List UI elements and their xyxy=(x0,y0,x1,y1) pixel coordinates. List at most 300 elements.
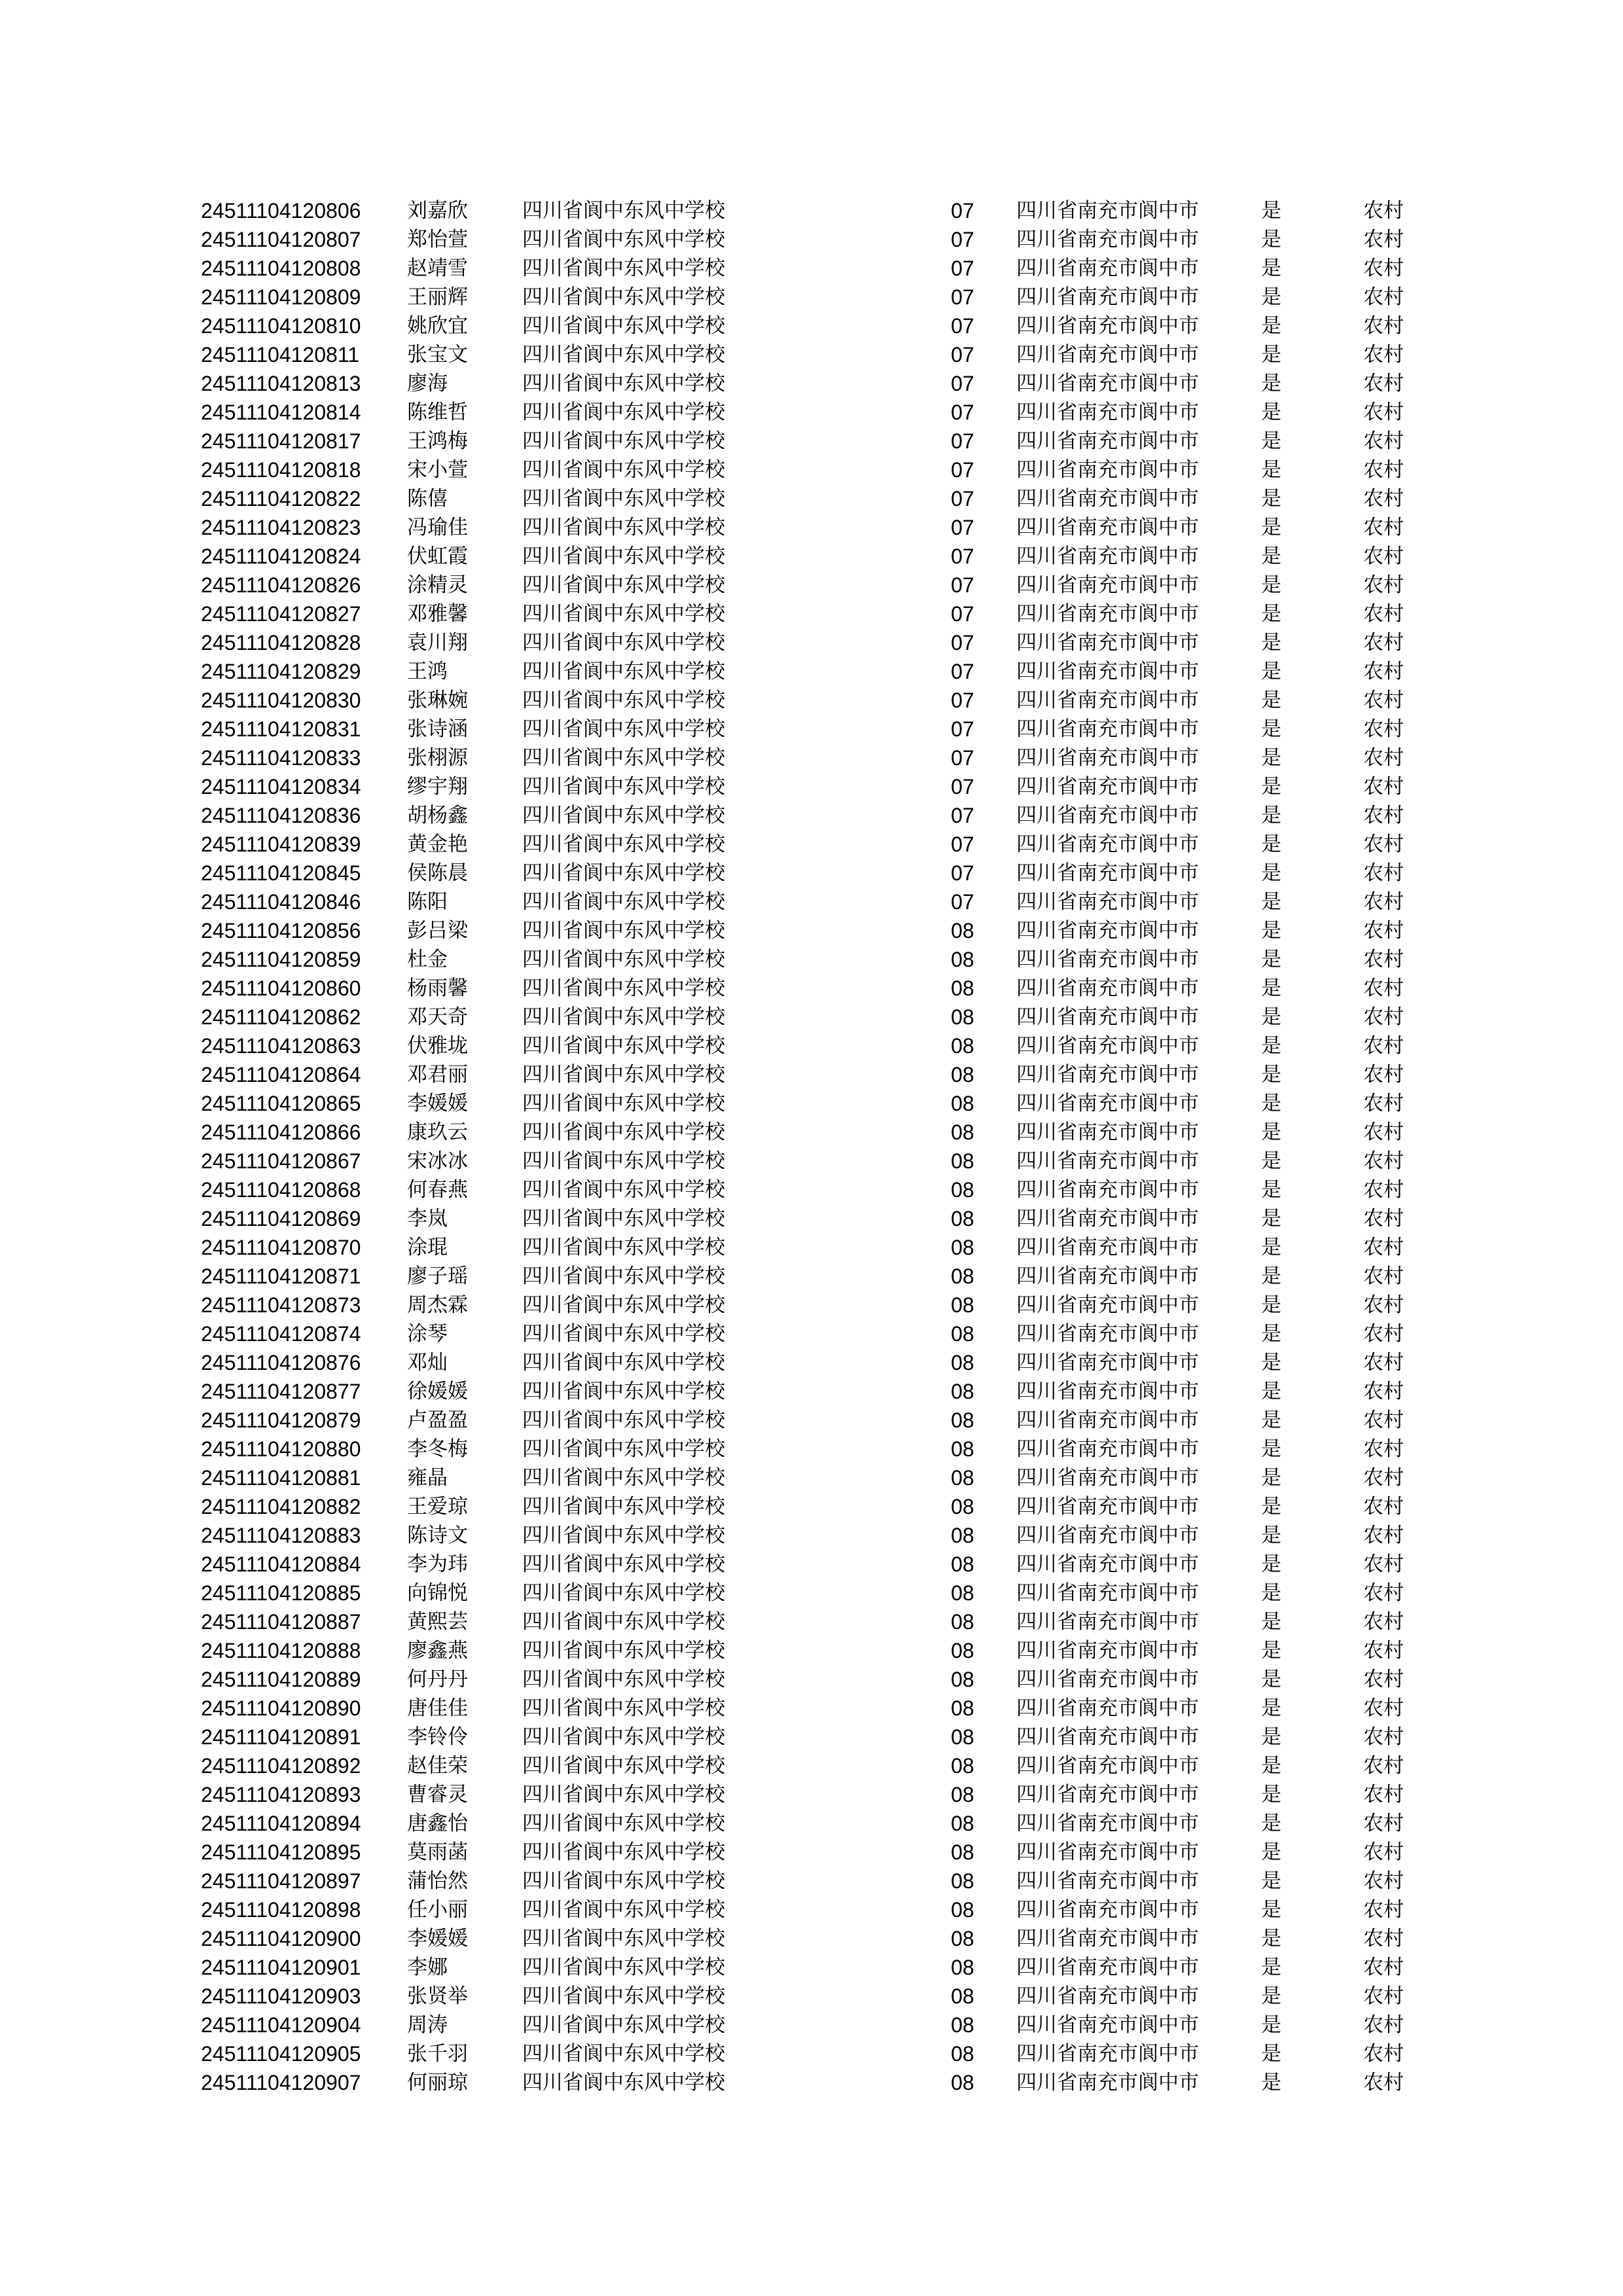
table-row xyxy=(0,456,1623,484)
flag-cell: 是 xyxy=(1261,1696,1281,1720)
location-cell: 四川省南充市阆中市 xyxy=(1016,977,1199,1000)
area-cell: 农村 xyxy=(1363,804,1404,827)
grade-cell: 08 xyxy=(951,919,974,942)
grade-cell: 08 xyxy=(951,1322,974,1346)
student-name-cell: 缪宇翔 xyxy=(407,775,468,798)
area-cell: 农村 xyxy=(1363,1552,1404,1576)
table-row xyxy=(0,916,1623,945)
area-cell: 农村 xyxy=(1363,1495,1404,1518)
table-row xyxy=(0,1521,1623,1550)
area-cell: 农村 xyxy=(1363,1668,1404,1691)
area-cell: 农村 xyxy=(1363,199,1404,223)
location-cell: 四川省南充市阆中市 xyxy=(1016,1149,1199,1173)
flag-cell: 是 xyxy=(1261,1351,1281,1374)
table-row xyxy=(0,1291,1623,1319)
area-cell: 农村 xyxy=(1363,2042,1404,2066)
grade-cell: 08 xyxy=(951,948,974,971)
table-row xyxy=(0,772,1623,801)
location-cell: 四川省南充市阆中市 xyxy=(1016,1380,1199,1403)
location-cell: 四川省南充市阆中市 xyxy=(1016,1552,1199,1576)
table-row xyxy=(0,1867,1623,1895)
school-cell: 四川省阆中东风中学校 xyxy=(522,372,725,395)
student-id-cell: 24511104120903 xyxy=(201,1984,361,2008)
student-name-cell: 唐佳佳 xyxy=(407,1696,468,1720)
table-row xyxy=(0,1031,1623,1060)
location-cell: 四川省南充市阆中市 xyxy=(1016,602,1199,626)
location-cell: 四川省南充市阆中市 xyxy=(1016,631,1199,655)
student-name-cell: 杨雨馨 xyxy=(407,977,468,1000)
location-cell: 四川省南充市阆中市 xyxy=(1016,1034,1199,1058)
location-cell: 四川省南充市阆中市 xyxy=(1016,1178,1199,1202)
area-cell: 农村 xyxy=(1363,1265,1404,1288)
student-id-cell: 24511104120881 xyxy=(201,1466,361,1490)
student-id-cell: 24511104120889 xyxy=(201,1668,361,1691)
flag-cell: 是 xyxy=(1261,2042,1281,2066)
grade-cell: 07 xyxy=(951,487,974,511)
location-cell: 四川省南充市阆中市 xyxy=(1016,1581,1199,1605)
school-cell: 四川省阆中东风中学校 xyxy=(522,833,725,856)
school-cell: 四川省阆中东风中学校 xyxy=(522,285,725,309)
table-row xyxy=(0,1723,1623,1751)
area-cell: 农村 xyxy=(1363,1696,1404,1720)
area-cell: 农村 xyxy=(1363,631,1404,655)
school-cell: 四川省阆中东风中学校 xyxy=(522,1351,725,1374)
flag-cell: 是 xyxy=(1261,1408,1281,1432)
flag-cell: 是 xyxy=(1261,1812,1281,1835)
student-id-cell: 24511104120868 xyxy=(201,1178,361,1202)
flag-cell: 是 xyxy=(1261,1610,1281,1634)
table-row xyxy=(0,1463,1623,1492)
location-cell: 四川省南充市阆中市 xyxy=(1016,689,1199,712)
flag-cell: 是 xyxy=(1261,1984,1281,2008)
student-name-cell: 李媛媛 xyxy=(407,1092,468,1115)
student-id-cell: 24511104120824 xyxy=(201,545,361,568)
school-cell: 四川省阆中东风中学校 xyxy=(522,516,725,539)
student-id-cell: 24511104120893 xyxy=(201,1783,361,1806)
student-name-cell: 宋小萱 xyxy=(407,458,468,482)
table-row xyxy=(0,340,1623,369)
area-cell: 农村 xyxy=(1363,1725,1404,1749)
student-id-cell: 24511104120810 xyxy=(201,314,361,338)
flag-cell: 是 xyxy=(1261,1552,1281,1576)
table-row xyxy=(0,1435,1623,1463)
flag-cell: 是 xyxy=(1261,314,1281,338)
location-cell: 四川省南充市阆中市 xyxy=(1016,1005,1199,1029)
flag-cell: 是 xyxy=(1261,487,1281,511)
area-cell: 农村 xyxy=(1363,1869,1404,1893)
flag-cell: 是 xyxy=(1261,660,1281,683)
student-name-cell: 廖鑫燕 xyxy=(407,1639,468,1662)
student-id-cell: 24511104120874 xyxy=(201,1322,361,1346)
student-name-cell: 伏虹霞 xyxy=(407,545,468,568)
student-id-cell: 24511104120877 xyxy=(201,1380,361,1403)
grade-cell: 08 xyxy=(951,1466,974,1490)
flag-cell: 是 xyxy=(1261,1092,1281,1115)
student-name-cell: 邓雅馨 xyxy=(407,602,468,626)
location-cell: 四川省南充市阆中市 xyxy=(1016,1293,1199,1317)
grade-cell: 07 xyxy=(951,775,974,798)
location-cell: 四川省南充市阆中市 xyxy=(1016,2013,1199,2037)
school-cell: 四川省阆中东风中学校 xyxy=(522,1984,725,2008)
school-cell: 四川省阆中东风中学校 xyxy=(522,977,725,1000)
school-cell: 四川省阆中东风中学校 xyxy=(522,631,725,655)
school-cell: 四川省阆中东风中学校 xyxy=(522,1265,725,1288)
table-row xyxy=(0,686,1623,715)
area-cell: 农村 xyxy=(1363,1639,1404,1662)
student-name-cell: 赵靖雪 xyxy=(407,257,468,280)
location-cell: 四川省南充市阆中市 xyxy=(1016,833,1199,856)
school-cell: 四川省阆中东风中学校 xyxy=(522,660,725,683)
student-id-cell: 24511104120879 xyxy=(201,1408,361,1432)
table-row xyxy=(0,830,1623,859)
location-cell: 四川省南充市阆中市 xyxy=(1016,487,1199,511)
table-row xyxy=(0,1780,1623,1809)
school-cell: 四川省阆中东风中学校 xyxy=(522,689,725,712)
area-cell: 农村 xyxy=(1363,458,1404,482)
area-cell: 农村 xyxy=(1363,487,1404,511)
location-cell: 四川省南充市阆中市 xyxy=(1016,1869,1199,1893)
student-name-cell: 涂琴 xyxy=(407,1322,448,1346)
area-cell: 农村 xyxy=(1363,1610,1404,1634)
flag-cell: 是 xyxy=(1261,1265,1281,1288)
area-cell: 农村 xyxy=(1363,1322,1404,1346)
student-id-cell: 24511104120864 xyxy=(201,1063,361,1086)
area-cell: 农村 xyxy=(1363,1380,1404,1403)
table-row xyxy=(0,1694,1623,1723)
flag-cell: 是 xyxy=(1261,1754,1281,1778)
area-cell: 农村 xyxy=(1363,1121,1404,1144)
student-id-cell: 24511104120892 xyxy=(201,1754,361,1778)
location-cell: 四川省南充市阆中市 xyxy=(1016,1668,1199,1691)
student-name-cell: 李为玮 xyxy=(407,1552,468,1576)
school-cell: 四川省阆中东风中学校 xyxy=(522,861,725,885)
area-cell: 农村 xyxy=(1363,890,1404,914)
flag-cell: 是 xyxy=(1261,1005,1281,1029)
location-cell: 四川省南充市阆中市 xyxy=(1016,1725,1199,1749)
grade-cell: 08 xyxy=(951,1380,974,1403)
flag-cell: 是 xyxy=(1261,429,1281,453)
area-cell: 农村 xyxy=(1363,1408,1404,1432)
school-cell: 四川省阆中东风中学校 xyxy=(522,746,725,770)
table-row xyxy=(0,484,1623,513)
school-cell: 四川省阆中东风中学校 xyxy=(522,573,725,597)
table-row xyxy=(0,312,1623,340)
grade-cell: 08 xyxy=(951,1408,974,1432)
school-cell: 四川省阆中东风中学校 xyxy=(522,343,725,367)
location-cell: 四川省南充市阆中市 xyxy=(1016,401,1199,424)
flag-cell: 是 xyxy=(1261,602,1281,626)
grade-cell: 08 xyxy=(951,1063,974,1086)
area-cell: 农村 xyxy=(1363,573,1404,597)
grade-cell: 08 xyxy=(951,1840,974,1864)
flag-cell: 是 xyxy=(1261,1293,1281,1317)
table-row xyxy=(0,945,1623,974)
school-cell: 四川省阆中东风中学校 xyxy=(522,314,725,338)
grade-cell: 08 xyxy=(951,1754,974,1778)
area-cell: 农村 xyxy=(1363,1236,1404,1259)
school-cell: 四川省阆中东风中学校 xyxy=(522,1437,725,1461)
student-id-cell: 24511104120846 xyxy=(201,890,361,914)
school-cell: 四川省阆中东风中学校 xyxy=(522,890,725,914)
student-id-cell: 24511104120894 xyxy=(201,1812,361,1835)
area-cell: 农村 xyxy=(1363,660,1404,683)
school-cell: 四川省阆中东风中学校 xyxy=(522,429,725,453)
grade-cell: 08 xyxy=(951,1812,974,1835)
table-row xyxy=(0,1607,1623,1636)
flag-cell: 是 xyxy=(1261,775,1281,798)
student-id-cell: 24511104120811 xyxy=(201,343,360,367)
location-cell: 四川省南充市阆中市 xyxy=(1016,804,1199,827)
grade-cell: 08 xyxy=(951,1725,974,1749)
school-cell: 四川省阆中东风中学校 xyxy=(522,1610,725,1634)
flag-cell: 是 xyxy=(1261,833,1281,856)
student-id-cell: 24511104120900 xyxy=(201,1927,361,1950)
table-row xyxy=(0,600,1623,628)
grade-cell: 08 xyxy=(951,1610,974,1634)
school-cell: 四川省阆中东风中学校 xyxy=(522,228,725,251)
flag-cell: 是 xyxy=(1261,1869,1281,1893)
location-cell: 四川省南充市阆中市 xyxy=(1016,343,1199,367)
student-id-cell: 24511104120862 xyxy=(201,1005,361,1029)
student-name-cell: 周涛 xyxy=(407,2013,448,2037)
grade-cell: 07 xyxy=(951,516,974,539)
flag-cell: 是 xyxy=(1261,1466,1281,1490)
school-cell: 四川省阆中东风中学校 xyxy=(522,1063,725,1086)
location-cell: 四川省南充市阆中市 xyxy=(1016,1783,1199,1806)
student-name-cell: 李岚 xyxy=(407,1207,448,1230)
flag-cell: 是 xyxy=(1261,285,1281,309)
student-id-cell: 24511104120897 xyxy=(201,1869,361,1893)
flag-cell: 是 xyxy=(1261,1783,1281,1806)
student-name-cell: 陈僖 xyxy=(407,487,448,511)
location-cell: 四川省南充市阆中市 xyxy=(1016,2071,1199,2094)
flag-cell: 是 xyxy=(1261,1178,1281,1202)
flag-cell: 是 xyxy=(1261,717,1281,741)
area-cell: 农村 xyxy=(1363,1524,1404,1547)
student-name-cell: 姚欣宜 xyxy=(407,314,468,338)
grade-cell: 08 xyxy=(951,1639,974,1662)
student-id-cell: 24511104120827 xyxy=(201,602,361,626)
location-cell: 四川省南充市阆中市 xyxy=(1016,573,1199,597)
school-cell: 四川省阆中东风中学校 xyxy=(522,1322,725,1346)
table-row xyxy=(0,1233,1623,1262)
student-name-cell: 王鸿 xyxy=(407,660,448,683)
school-cell: 四川省阆中东风中学校 xyxy=(522,1840,725,1864)
student-name-cell: 邓天奇 xyxy=(407,1005,468,1029)
flag-cell: 是 xyxy=(1261,1725,1281,1749)
location-cell: 四川省南充市阆中市 xyxy=(1016,717,1199,741)
flag-cell: 是 xyxy=(1261,228,1281,251)
student-name-cell: 李铃伶 xyxy=(407,1725,468,1749)
table-row xyxy=(0,427,1623,456)
grade-cell: 07 xyxy=(951,343,974,367)
area-cell: 农村 xyxy=(1363,429,1404,453)
area-cell: 农村 xyxy=(1363,1984,1404,2008)
table-row xyxy=(0,1550,1623,1579)
grade-cell: 07 xyxy=(951,285,974,309)
student-name-cell: 黄熙芸 xyxy=(407,1610,468,1634)
school-cell: 四川省阆中东风中学校 xyxy=(522,401,725,424)
flag-cell: 是 xyxy=(1261,1524,1281,1547)
student-id-cell: 24511104120887 xyxy=(201,1610,361,1634)
area-cell: 农村 xyxy=(1363,1437,1404,1461)
school-cell: 四川省阆中东风中学校 xyxy=(522,1034,725,1058)
area-cell: 农村 xyxy=(1363,919,1404,942)
grade-cell: 07 xyxy=(951,861,974,885)
area-cell: 农村 xyxy=(1363,1898,1404,1922)
student-id-cell: 24511104120814 xyxy=(201,401,361,424)
student-id-cell: 24511104120828 xyxy=(201,631,361,655)
table-row xyxy=(0,2011,1623,2039)
student-id-cell: 24511104120882 xyxy=(201,1495,361,1518)
location-cell: 四川省南充市阆中市 xyxy=(1016,919,1199,942)
student-name-cell: 胡杨鑫 xyxy=(407,804,468,827)
student-name-cell: 郑怡萱 xyxy=(407,228,468,251)
student-id-cell: 24511104120890 xyxy=(201,1696,361,1720)
school-cell: 四川省阆中东风中学校 xyxy=(522,1639,725,1662)
flag-cell: 是 xyxy=(1261,1898,1281,1922)
table-row xyxy=(0,888,1623,916)
area-cell: 农村 xyxy=(1363,602,1404,626)
school-cell: 四川省阆中东风中学校 xyxy=(522,1812,725,1835)
student-id-cell: 24511104120867 xyxy=(201,1149,361,1173)
student-name-cell: 涂精灵 xyxy=(407,573,468,597)
student-name-cell: 卢盈盈 xyxy=(407,1408,468,1432)
flag-cell: 是 xyxy=(1261,458,1281,482)
grade-cell: 07 xyxy=(951,833,974,856)
location-cell: 四川省南充市阆中市 xyxy=(1016,890,1199,914)
school-cell: 四川省阆中东风中学校 xyxy=(522,1092,725,1115)
location-cell: 四川省南充市阆中市 xyxy=(1016,1351,1199,1374)
student-id-cell: 24511104120813 xyxy=(201,372,361,395)
area-cell: 农村 xyxy=(1363,1034,1404,1058)
student-name-cell: 廖子瑶 xyxy=(407,1265,468,1288)
school-cell: 四川省阆中东风中学校 xyxy=(522,775,725,798)
table-row xyxy=(0,1118,1623,1147)
school-cell: 四川省阆中东风中学校 xyxy=(522,1236,725,1259)
school-cell: 四川省阆中东风中学校 xyxy=(522,602,725,626)
school-cell: 四川省阆中东风中学校 xyxy=(522,487,725,511)
table-row xyxy=(0,1665,1623,1694)
student-name-cell: 向锦悦 xyxy=(407,1581,468,1605)
area-cell: 农村 xyxy=(1363,545,1404,568)
flag-cell: 是 xyxy=(1261,977,1281,1000)
table-row xyxy=(0,1809,1623,1838)
area-cell: 农村 xyxy=(1363,717,1404,741)
school-cell: 四川省阆中东风中学校 xyxy=(522,1495,725,1518)
table-row xyxy=(0,1319,1623,1348)
flag-cell: 是 xyxy=(1261,689,1281,712)
school-cell: 四川省阆中东风中学校 xyxy=(522,2042,725,2066)
student-name-cell: 黄金艳 xyxy=(407,833,468,856)
student-id-cell: 24511104120806 xyxy=(201,199,361,223)
grade-cell: 07 xyxy=(951,199,974,223)
school-cell: 四川省阆中东风中学校 xyxy=(522,1754,725,1778)
location-cell: 四川省南充市阆中市 xyxy=(1016,1437,1199,1461)
location-cell: 四川省南充市阆中市 xyxy=(1016,861,1199,885)
student-id-cell: 24511104120895 xyxy=(201,1840,361,1864)
table-row xyxy=(0,1003,1623,1031)
area-cell: 农村 xyxy=(1363,833,1404,856)
student-name-cell: 唐鑫怡 xyxy=(407,1812,468,1835)
student-name-cell: 李媛媛 xyxy=(407,1927,468,1950)
location-cell: 四川省南充市阆中市 xyxy=(1016,1610,1199,1634)
school-cell: 四川省阆中东风中学校 xyxy=(522,1380,725,1403)
table-row xyxy=(0,859,1623,888)
grade-cell: 08 xyxy=(951,1581,974,1605)
grade-cell: 07 xyxy=(951,228,974,251)
location-cell: 四川省南充市阆中市 xyxy=(1016,775,1199,798)
student-id-cell: 24511104120901 xyxy=(201,1956,361,1979)
location-cell: 四川省南充市阆中市 xyxy=(1016,199,1199,223)
grade-cell: 08 xyxy=(951,1293,974,1317)
flag-cell: 是 xyxy=(1261,804,1281,827)
flag-cell: 是 xyxy=(1261,1639,1281,1662)
student-name-cell: 张诗涵 xyxy=(407,717,468,741)
student-name-cell: 徐媛媛 xyxy=(407,1380,468,1403)
flag-cell: 是 xyxy=(1261,372,1281,395)
area-cell: 农村 xyxy=(1363,1927,1404,1950)
student-name-cell: 张琳婉 xyxy=(407,689,468,712)
flag-cell: 是 xyxy=(1261,1668,1281,1691)
student-name-cell: 刘嘉欣 xyxy=(407,199,468,223)
location-cell: 四川省南充市阆中市 xyxy=(1016,1754,1199,1778)
student-name-cell: 袁川翔 xyxy=(407,631,468,655)
student-id-cell: 24511104120834 xyxy=(201,775,361,798)
table-row xyxy=(0,1377,1623,1406)
student-name-cell: 伏雅垅 xyxy=(407,1034,468,1058)
student-id-cell: 24511104120898 xyxy=(201,1898,361,1922)
student-name-cell: 陈诗文 xyxy=(407,1524,468,1547)
flag-cell: 是 xyxy=(1261,1121,1281,1144)
student-name-cell: 张宝文 xyxy=(407,343,468,367)
flag-cell: 是 xyxy=(1261,573,1281,597)
student-id-cell: 24511104120865 xyxy=(201,1092,361,1115)
flag-cell: 是 xyxy=(1261,631,1281,655)
flag-cell: 是 xyxy=(1261,861,1281,885)
location-cell: 四川省南充市阆中市 xyxy=(1016,1408,1199,1432)
student-name-cell: 邓灿 xyxy=(407,1351,448,1374)
table-row xyxy=(0,801,1623,830)
student-id-cell: 24511104120817 xyxy=(201,429,361,453)
flag-cell: 是 xyxy=(1261,1581,1281,1605)
area-cell: 农村 xyxy=(1363,1178,1404,1202)
table-row xyxy=(0,1060,1623,1089)
grade-cell: 07 xyxy=(951,804,974,827)
grade-cell: 08 xyxy=(951,1696,974,1720)
school-cell: 四川省阆中东风中学校 xyxy=(522,1898,725,1922)
student-id-cell: 24511104120885 xyxy=(201,1581,361,1605)
student-name-cell: 宋冰冰 xyxy=(407,1149,468,1173)
flag-cell: 是 xyxy=(1261,1927,1281,1950)
area-cell: 农村 xyxy=(1363,1812,1404,1835)
area-cell: 农村 xyxy=(1363,977,1404,1000)
grade-cell: 07 xyxy=(951,660,974,683)
grade-cell: 08 xyxy=(951,1524,974,1547)
grade-cell: 08 xyxy=(951,1495,974,1518)
grade-cell: 08 xyxy=(951,1149,974,1173)
grade-cell: 08 xyxy=(951,1178,974,1202)
school-cell: 四川省阆中东风中学校 xyxy=(522,1408,725,1432)
location-cell: 四川省南充市阆中市 xyxy=(1016,1466,1199,1490)
school-cell: 四川省阆中东风中学校 xyxy=(522,2071,725,2094)
school-cell: 四川省阆中东风中学校 xyxy=(522,948,725,971)
table-row xyxy=(0,398,1623,427)
flag-cell: 是 xyxy=(1261,257,1281,280)
location-cell: 四川省南充市阆中市 xyxy=(1016,1956,1199,1979)
table-row xyxy=(0,254,1623,283)
grade-cell: 08 xyxy=(951,1034,974,1058)
